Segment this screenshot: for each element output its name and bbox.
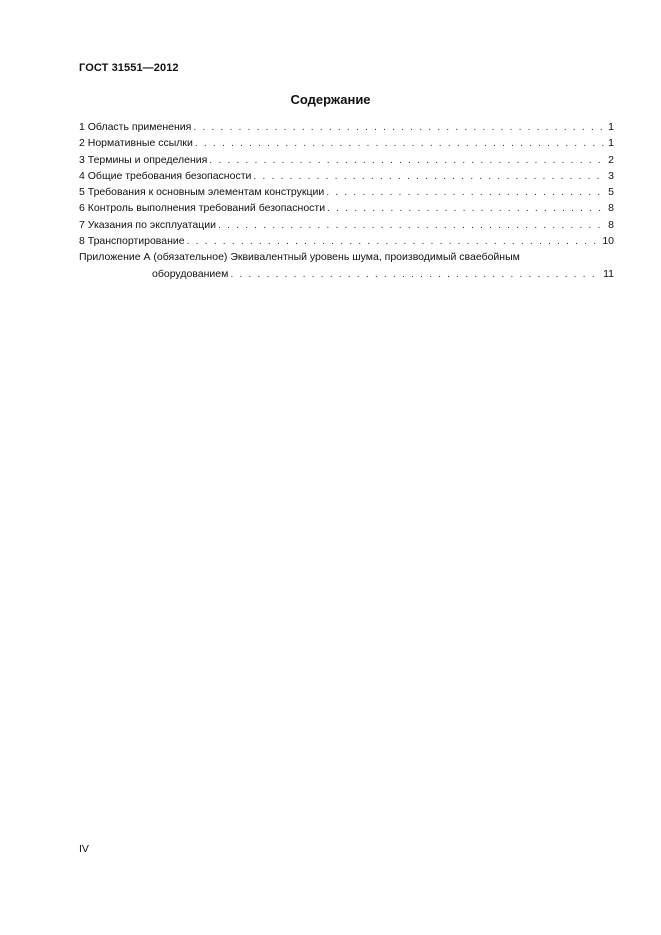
toc-annex-entry[interactable]: [79, 249, 614, 282]
toc-entry[interactable]: [79, 168, 614, 184]
toc-leader-dots: [327, 200, 604, 216]
toc-entry-page: 5: [608, 186, 614, 199]
toc-annex-title-line1: Приложение А (обязательное) Эквивалентный уровень шума, производимый сваебойным: [79, 251, 520, 264]
toc-entry-label: 7 Указания по эксплуатации: [79, 218, 217, 231]
toc-entry-page: 1: [608, 137, 614, 150]
toc-entry-label: 4 Общие требования безопасности: [79, 169, 252, 182]
toc-entry-label: 1 Область применения: [79, 121, 192, 133]
toc-leader-dots: [209, 152, 604, 168]
toc-annex-page: 11: [603, 267, 614, 280]
document-number: ГОСТ 31551—2012: [79, 62, 179, 74]
toc-title: Содержание: [290, 92, 371, 107]
toc-entry[interactable]: [79, 119, 614, 135]
toc-entry[interactable]: [79, 200, 614, 216]
toc-entry[interactable]: [79, 135, 614, 151]
toc-leader-dots: [187, 233, 601, 249]
toc-entry-label: 2 Нормативные ссылки: [79, 137, 193, 150]
toc-entry-label: 5 Требования к основным элементам конструкции: [79, 186, 325, 199]
toc-leader-dots: [326, 184, 604, 200]
toc-leader-dots: [230, 266, 601, 282]
toc-entry-page: 10: [602, 235, 614, 248]
toc-leader-dots: [195, 135, 604, 151]
toc-entry[interactable]: [79, 217, 614, 233]
table-of-contents: [79, 119, 614, 282]
toc-entry-page: 3: [608, 169, 614, 182]
toc-entry-label: 8 Транспортирование: [79, 235, 185, 248]
toc-entry[interactable]: [79, 233, 614, 249]
page-number: IV: [79, 843, 89, 855]
toc-annex-title-line2: оборудованием: [152, 267, 229, 280]
toc-entry-page: 8: [608, 202, 614, 215]
toc-leader-dots: [193, 119, 604, 135]
toc-leader-dots: [218, 217, 604, 233]
toc-entry[interactable]: [79, 184, 614, 200]
toc-leader-dots: [253, 168, 604, 184]
toc-entry-page: 1: [608, 121, 614, 133]
toc-entry-label: 3 Термины и определения: [79, 153, 208, 166]
toc-entry[interactable]: [79, 152, 614, 168]
toc-entry-page: 2: [608, 153, 614, 166]
toc-entry-label: 6 Контроль выполнения требований безопасности: [79, 202, 326, 215]
toc-entry-page: 8: [608, 218, 614, 231]
